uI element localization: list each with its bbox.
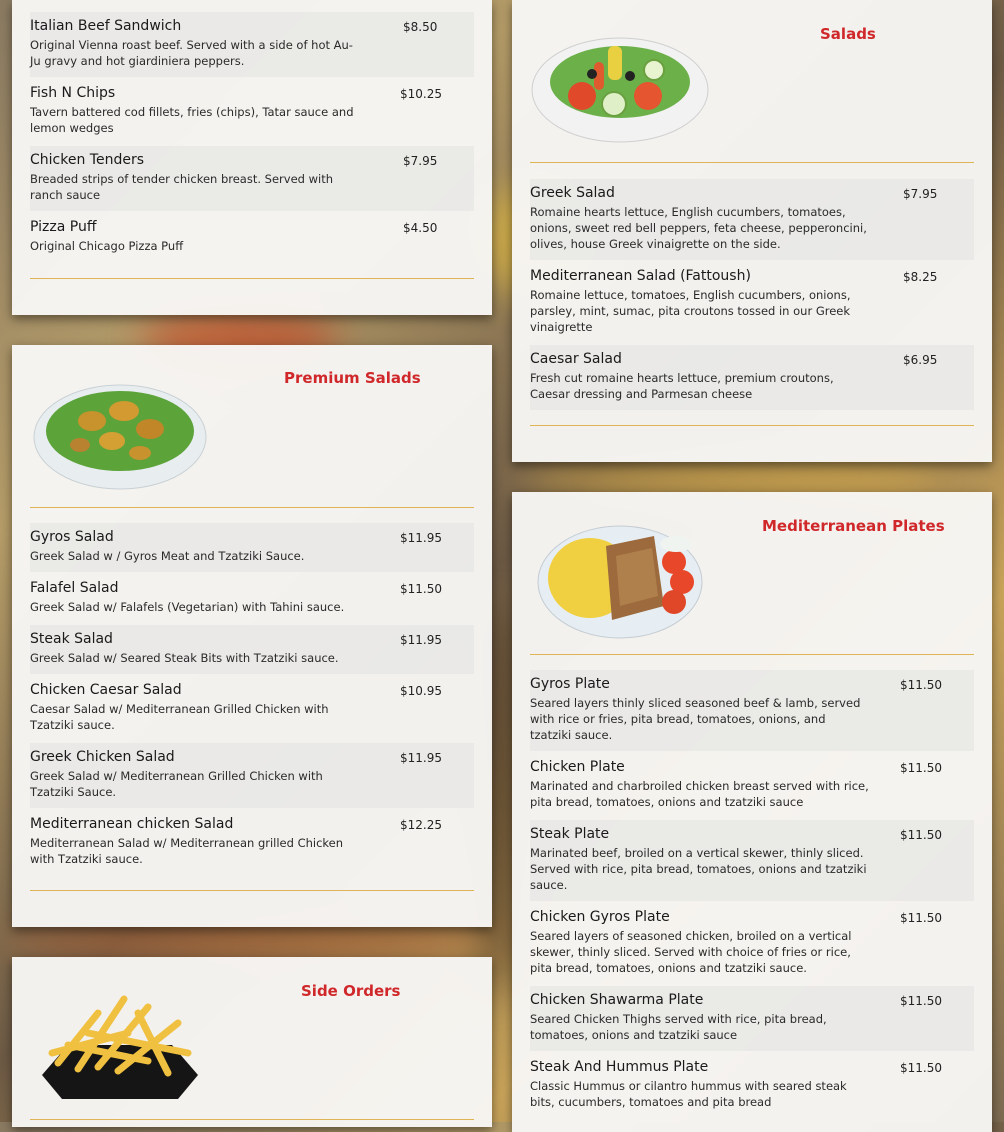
menu-card-sandwiches xyxy=(12,0,492,315)
item-name: Gyros Salad xyxy=(30,529,114,545)
section-divider xyxy=(30,278,474,279)
menu-card-mediterranean-plates xyxy=(512,492,992,1132)
menu-item[interactable] xyxy=(30,12,474,77)
menu-item[interactable] xyxy=(530,262,974,343)
item-price: $11.95 xyxy=(400,751,442,765)
menu-item[interactable] xyxy=(30,743,474,808)
item-description: Fresh cut romaine hearts lettuce, premium croutons, Caesar dressing and Parmesan cheese xyxy=(530,371,834,401)
menu-item[interactable] xyxy=(30,79,474,144)
item-description: Seared layers thinly sliced seasoned beef & lamb, served with rice or fries, pita bread, tomatoes, onions, and tzatziki sauce. xyxy=(530,696,861,742)
item-description: Caesar Salad w/ Mediterranean Grilled Chicken with Tzatziki sauce. xyxy=(30,702,329,732)
item-description: Greek Salad w/ Falafels (Vegetarian) with Tahini sauce. xyxy=(30,600,345,614)
item-description: Original Chicago Pizza Puff xyxy=(30,239,184,253)
menu-item[interactable] xyxy=(30,574,474,623)
menu-item[interactable] xyxy=(530,345,974,410)
item-name: Chicken Gyros Plate xyxy=(530,909,670,925)
item-price: $11.50 xyxy=(400,582,442,596)
item-description: Greek Salad w/ Seared Steak Bits with Tzatziki sauce. xyxy=(30,651,339,665)
menu-item[interactable] xyxy=(530,1053,974,1118)
menu-item[interactable] xyxy=(30,625,474,674)
section-divider xyxy=(30,1119,474,1120)
item-description: Greek Salad w/ Mediterranean Grilled Chicken with Tzatziki Sauce. xyxy=(30,769,323,799)
item-description: Tavern battered cod fillets, fries (chips), Tatar sauce and lemon wedges xyxy=(30,105,354,135)
menu-card-premium-salads xyxy=(12,345,492,927)
plate-image xyxy=(536,516,704,640)
item-name: Gyros Plate xyxy=(530,676,610,692)
item-name: Falafel Salad xyxy=(30,580,119,596)
greek-salad-image xyxy=(530,22,710,144)
menu-item[interactable] xyxy=(30,213,474,263)
item-description: Marinated and charbroiled chicken breast served with rice, pita bread, tomatoes, onions and tzatziki sauce xyxy=(530,779,869,809)
item-price: $11.95 xyxy=(400,633,442,647)
item-price: $11.50 xyxy=(900,994,942,1008)
section-divider xyxy=(530,654,974,655)
item-price: $11.50 xyxy=(900,678,942,692)
item-price: $7.95 xyxy=(903,187,938,201)
menu-item[interactable] xyxy=(30,810,474,870)
menu-item[interactable] xyxy=(530,903,974,984)
item-price: $11.50 xyxy=(900,761,942,775)
item-description: Breaded strips of tender chicken breast. Served with ranch sauce xyxy=(30,172,334,202)
item-name: Greek Chicken Salad xyxy=(30,749,175,765)
menu-card-side-orders xyxy=(12,957,492,1127)
chicken-salad-image xyxy=(32,365,208,493)
section-header xyxy=(512,492,992,652)
section-divider xyxy=(530,162,974,163)
item-description: Original Vienna roast beef. Served with a side of hot Au-Ju gravy and hot giardiniera peppers. xyxy=(30,38,353,68)
item-description: Romaine lettuce, tomatoes, English cucumbers, onions, parsley, mint, sumac, pita croutons tossed in our Greek vinaigrette xyxy=(530,288,851,334)
item-name: Pizza Puff xyxy=(30,219,97,235)
menu-card-salads xyxy=(512,0,992,462)
item-name: Steak Plate xyxy=(530,826,610,842)
item-price: $11.50 xyxy=(900,1061,942,1075)
item-name: Fish N Chips xyxy=(30,85,116,101)
menu-item[interactable] xyxy=(30,676,474,741)
item-price: $4.50 xyxy=(403,221,438,235)
section-title: Side Orders xyxy=(301,982,401,1000)
section-title: Mediterranean Plates xyxy=(762,517,945,535)
menu-item[interactable] xyxy=(530,986,974,1051)
item-name: Mediterranean chicken Salad xyxy=(30,816,234,832)
item-description: Marinated beef, broiled on a vertical skewer, thinly sliced. Served with rice, pita bread, tomatoes, onions and tzatziki sauce. xyxy=(530,846,867,892)
item-name: Chicken Tenders xyxy=(30,152,144,168)
item-price: $11.50 xyxy=(900,828,942,842)
item-price: $10.95 xyxy=(400,684,442,698)
section-header xyxy=(12,345,492,505)
section-header xyxy=(12,957,492,1117)
item-name: Italian Beef Sandwich xyxy=(30,18,182,34)
item-price: $10.25 xyxy=(400,87,442,101)
section-title: Premium Salads xyxy=(284,369,421,387)
menu-item[interactable] xyxy=(30,523,474,572)
item-price: $7.95 xyxy=(403,154,438,168)
section-divider xyxy=(30,890,474,891)
fries-image xyxy=(28,983,212,1101)
section-title: Salads xyxy=(820,25,876,43)
item-name: Chicken Plate xyxy=(530,759,625,775)
item-description: Mediterranean Salad w/ Mediterranean grilled Chicken with Tzatziki sauce. xyxy=(30,836,344,866)
item-name: Steak Salad xyxy=(30,631,113,647)
item-price: $8.50 xyxy=(403,20,438,34)
item-price: $12.25 xyxy=(400,818,442,832)
item-description: Romaine hearts lettuce, English cucumbers, tomatoes, onions, sweet red bell peppers, feta cheese, pepperoncini, olives, house Greek vinaigrette on the side. xyxy=(530,205,867,251)
item-description: Seared layers of seasoned chicken, broiled on a vertical skewer, thinly sliced. Served with choice of fries or rice, pita bread, tomatoes, onions and tzatziki sauce. xyxy=(530,929,852,975)
menu-item[interactable] xyxy=(530,820,974,901)
item-name: Caesar Salad xyxy=(530,351,622,367)
item-name: Steak And Hummus Plate xyxy=(530,1059,709,1075)
item-name: Mediterranean Salad (Fattoush) xyxy=(530,268,751,284)
section-header xyxy=(512,0,992,160)
menu-item[interactable] xyxy=(530,753,974,818)
item-price: $6.95 xyxy=(903,353,938,367)
item-name: Greek Salad xyxy=(530,185,615,201)
item-name: Chicken Caesar Salad xyxy=(30,682,182,698)
item-price: $11.95 xyxy=(400,531,442,545)
item-description: Seared Chicken Thighs served with rice, pita bread, tomatoes, onions and tzatziki sauce xyxy=(530,1012,827,1042)
item-description: Greek Salad w / Gyros Meat and Tzatziki Sauce. xyxy=(30,549,305,563)
menu-item[interactable] xyxy=(30,146,474,211)
item-price: $8.25 xyxy=(903,270,938,284)
item-description: Classic Hummus or cilantro hummus with seared steak bits, cucumbers, tomatoes and pita bread xyxy=(530,1079,847,1109)
section-divider xyxy=(530,425,974,426)
menu-item[interactable] xyxy=(530,670,974,751)
section-divider xyxy=(30,507,474,508)
menu-item[interactable] xyxy=(530,179,974,260)
item-price: $11.50 xyxy=(900,911,942,925)
item-name: Chicken Shawarma Plate xyxy=(530,992,704,1008)
